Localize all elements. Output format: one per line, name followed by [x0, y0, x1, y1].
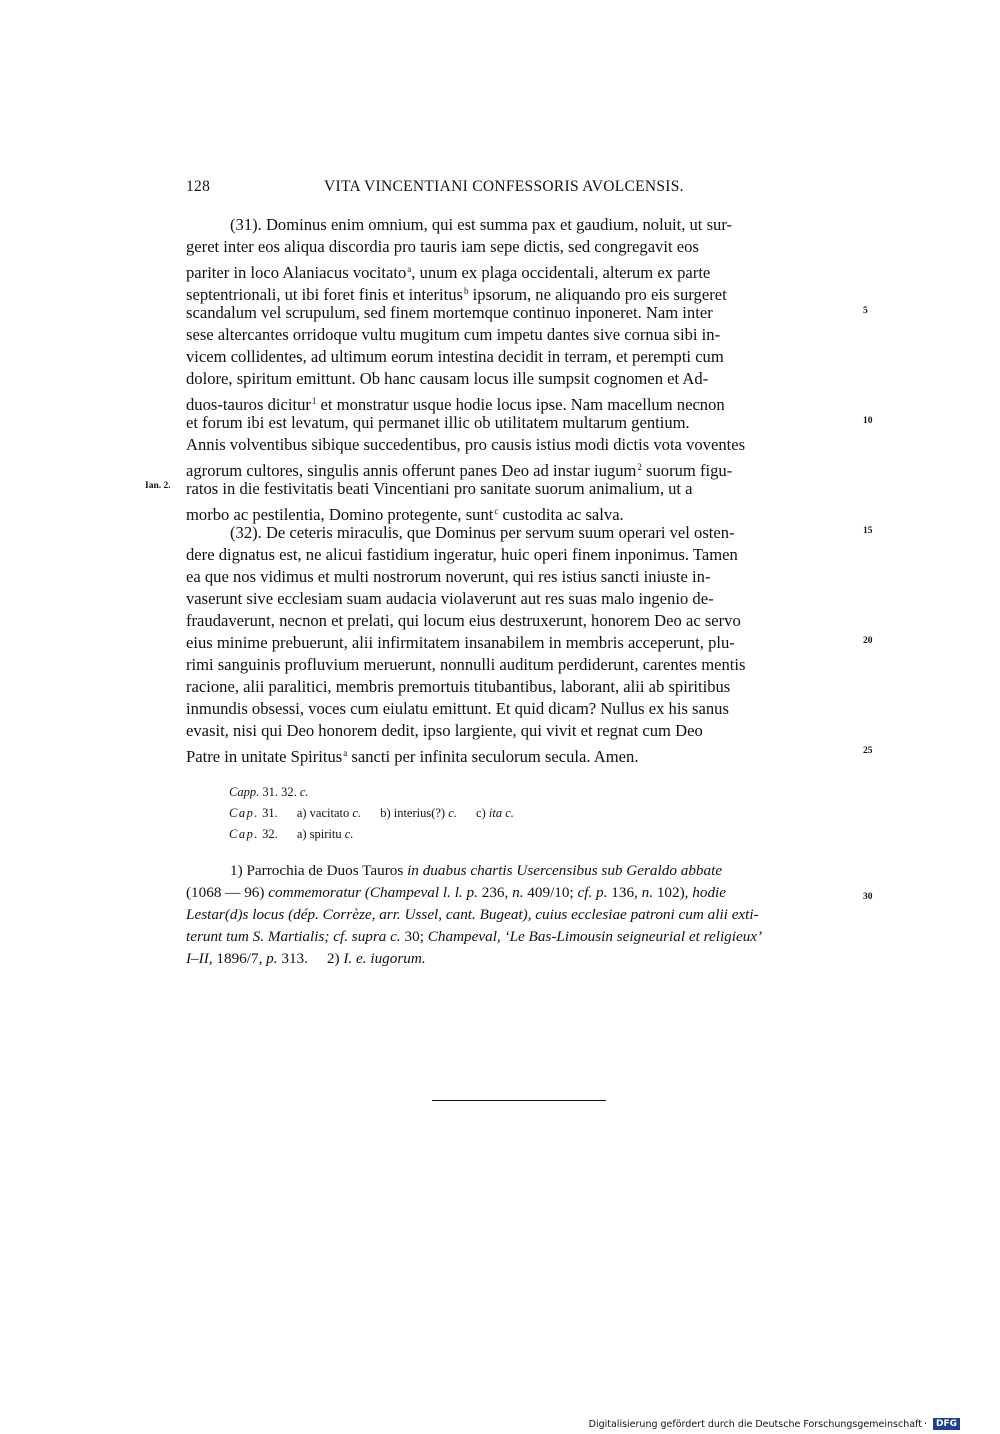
text-line: rimi sanguinis profluvium meruerunt, nonnulli auditum perdiderunt, carentes mentis [186, 655, 746, 674]
apparatus-ref: b [463, 286, 469, 296]
credit-text: Digitalisierung gefördert durch die Deutsche Forschungsgemeinschaft [588, 1418, 922, 1430]
text-line: dere dignatus est, ne alicui fastidium ingeratur, huic operi finem inponimus. Tamen [186, 545, 738, 564]
apparatus-ref: a [407, 264, 412, 274]
footnote-ref: 1 [311, 396, 317, 406]
text-line: ea que nos vidimus et multi nostrorum noverunt, qui res istius sancti iniuste in- [186, 567, 711, 586]
line-number: 25 [863, 746, 873, 756]
dfg-logo: DFG [933, 1418, 960, 1430]
margin-date-note: Ian. 2. [145, 481, 171, 491]
critical-apparatus [229, 782, 514, 845]
text-line: morbo ac pestilentia, Domino protegente, sunt$^c$ custodita ac salva. [186, 505, 624, 524]
text-line: ratos in die festivitatis beati Vincentiani pro sanitate suorum animalium, ut a [186, 479, 693, 498]
footnote-line: terunt tum S. Martialis; cf. supra c. 30; Champeval, ‘Le Bas-Limousin seigneurial et religieux’ [186, 928, 763, 945]
text-line: sese altercantes orridoque vultu mugitum cum impetu dantes sive cornua sibi in- [186, 325, 721, 344]
text-line: pariter in loco Alaniacus vocitato$^a$, unum ex plaga occidentali, alterum ex parte [186, 263, 711, 282]
apparatus-ref: a [343, 748, 348, 758]
line-number: 30 [863, 892, 873, 902]
line-number: 15 [863, 526, 873, 536]
apparatus-row: Cap. 32. a) spiritu c. [229, 827, 354, 841]
footnote-line: 1) Parrochia de Duos Tauros in duabus chartis Usercensibus sub Geraldo abbate [230, 862, 723, 879]
footnote-line: (1068 — 96) commemoratur (Champeval l. l. p. 236, n. 409/10; cf. p. 136, n. 102), hodie [186, 884, 726, 901]
line-number: 5 [863, 306, 868, 316]
apparatus-ref: c [494, 506, 499, 516]
text-line: geret inter eos aliqua discordia pro tauris iam sepe dictis, sed congregavit eos [186, 237, 699, 256]
text-line: scandalum vel scrupulum, sed finem mortemque continuo inponeret. Nam inter [186, 303, 713, 322]
text-line: dolore, spiritum emittunt. Ob hanc causam locus ille sumpsit cognomen et Ad- [186, 369, 709, 388]
line-number: 10 [863, 416, 873, 426]
apparatus-row: Cap. 31. a) vacitato c. b) interius(?) c. c) ita c. [229, 806, 514, 820]
line-number: 20 [863, 636, 873, 646]
text-line: duos-tauros dicitur$^1$ et monstratur usque hodie locus ipse. Nam macellum necnon [186, 395, 725, 414]
text-line: septentrionali, ut ibi foret finis et interitus$^b$ ipsorum, ne aliquando pro eis surgeret [186, 285, 727, 304]
text-line: vaserunt sive ecclesiam suam audacia violaverunt aut res suas malo ingenio de- [186, 589, 714, 608]
text-line: Annis volventibus sibique succedentibus, pro causis istius modi dictis vota voventes [186, 435, 746, 454]
main-text [186, 214, 862, 764]
footnote-line: Lestar(d)s locus (dép. Corrèze, arr. Ussel, cant. Bugeat), cuius ecclesiae patroni cum alii exti- [186, 906, 759, 923]
footnote-line: I–II, 1896/7, p. 313. 2) I. e. iugorum. [186, 950, 426, 967]
end-rule [432, 1100, 606, 1101]
text-line: agrorum cultores, singulis annis offerunt panes Deo ad instar iugum$^2$ suorum figu- [186, 461, 733, 480]
text-line: vicem collidentes, ad ultimum eorum intestina decidit in terram, et perempti cum [186, 347, 724, 366]
footnote-ref: 2 [637, 462, 642, 472]
text-line: (32). De ceteris miraculis, que Dominus per servum suum operari vel osten- [230, 523, 735, 542]
text-line: et forum ibi est levatum, qui permanet illic ob utilitatem multarum gentium. [186, 413, 690, 432]
digitization-credit: Digitalisierung gefördert durch die Deutsche Forschungsgemeinschaft · DFG [589, 1418, 960, 1430]
text-line: racione, alii paralitici, membris premortuis titubantibus, laborant, alii ab spiritibus [186, 677, 731, 696]
text-line: (31). Dominus enim omnium, qui est summa pax et gaudium, noluit, ut sur- [230, 215, 733, 234]
text-line: evasit, nisi qui Deo honorem dedit, ipso largiente, qui vivit et regnat cum Deo [186, 721, 703, 740]
footnotes [186, 860, 862, 970]
text-line: inmundis obsessi, voces cum eiulatu emittunt. Et quid dicam? Nullus ex his sanus [186, 699, 729, 718]
running-title: VITA VINCENTIANI CONFESSORIS AVOLCENSIS. [324, 178, 684, 195]
apparatus-row: Capp. 31. 32. c. [229, 785, 309, 799]
text-line: fraudaverunt, necnon et prelati, qui locum eius destruxerunt, honorem Deo ac servo [186, 611, 741, 630]
page-number: 128 [186, 178, 211, 195]
text-line: eius minime prebuerunt, alii infirmitatem insanabilem in membris acceperunt, plu- [186, 633, 735, 652]
text-line: Patre in unitate Spiritus$^a$ sancti per infinita seculorum secula. Amen. [186, 747, 639, 766]
